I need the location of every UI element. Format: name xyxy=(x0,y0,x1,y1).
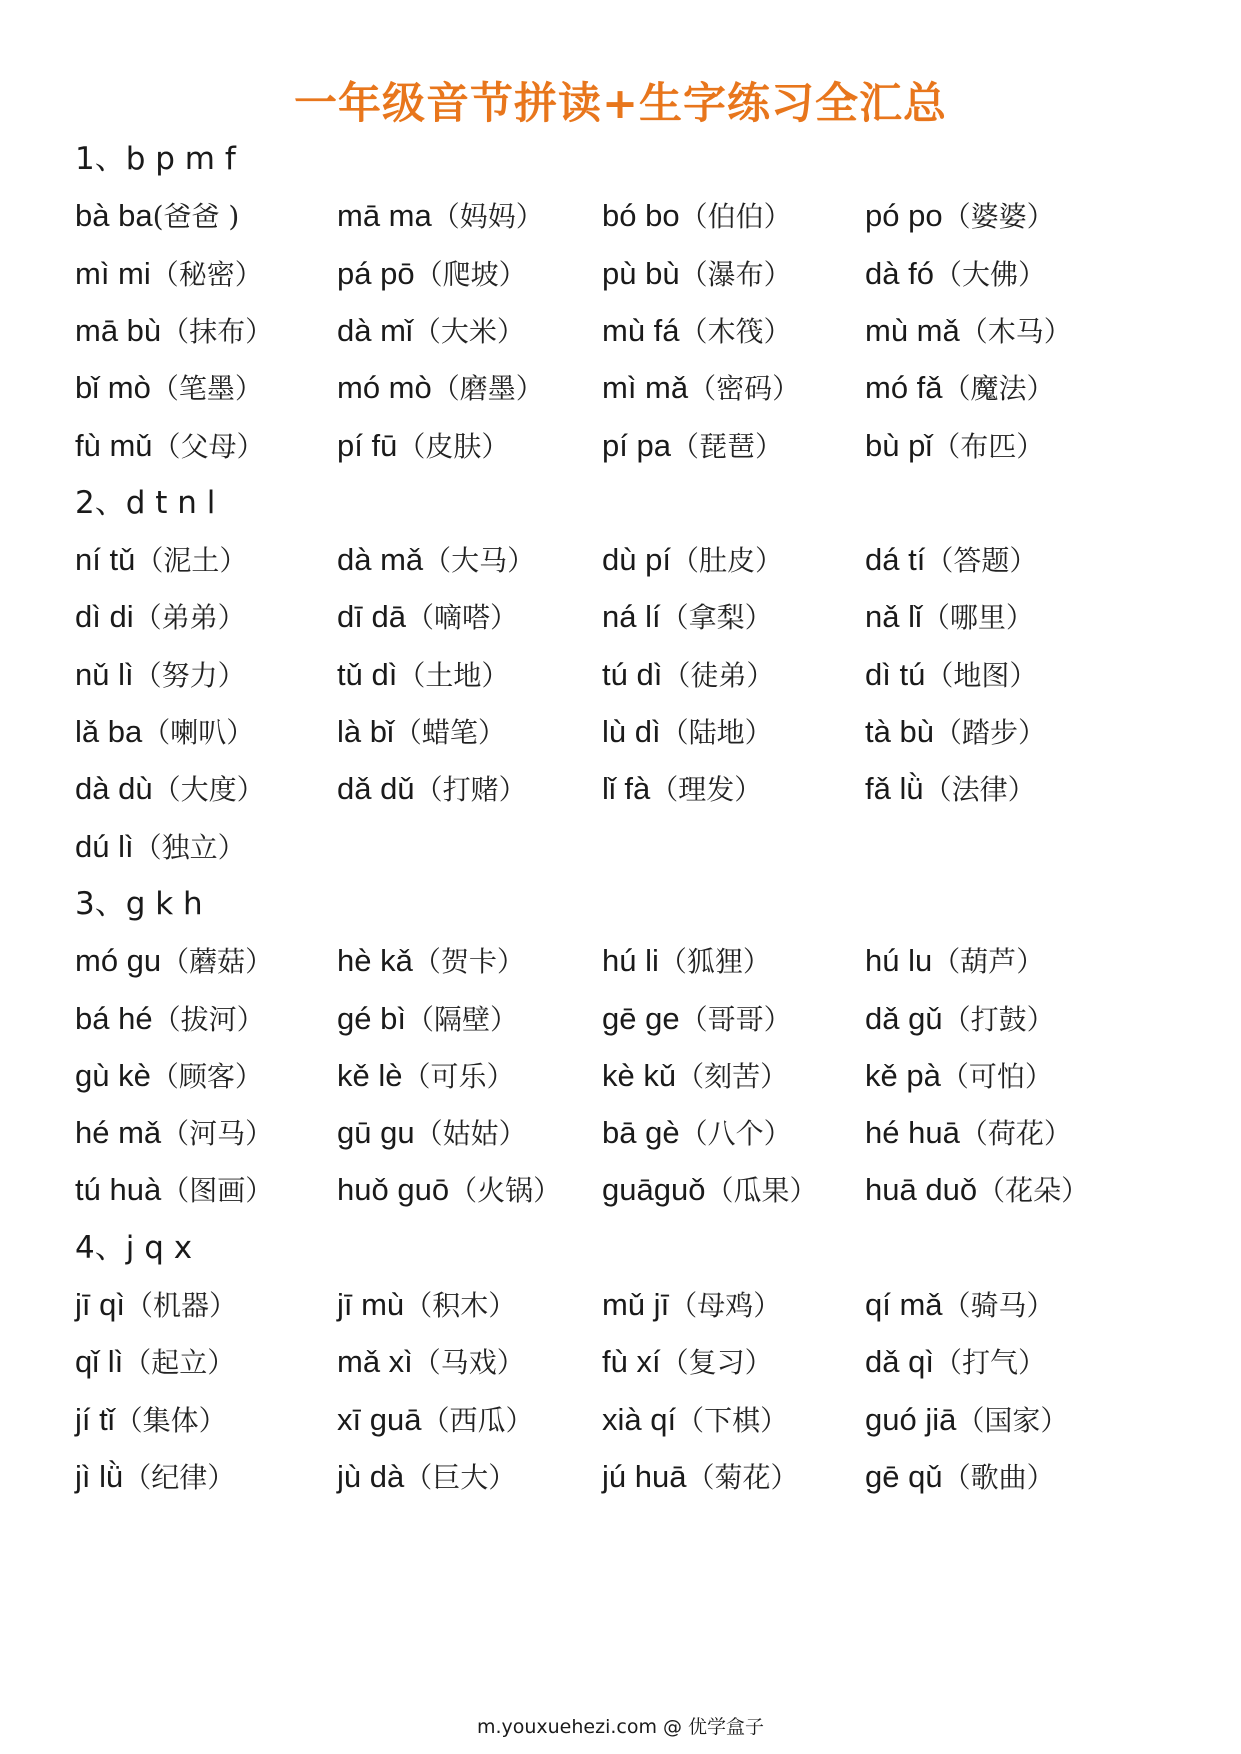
word-entry xyxy=(865,1400,1068,1441)
word-entry xyxy=(337,254,527,295)
word-entry xyxy=(865,1342,1046,1383)
hanzi-text: （起立） xyxy=(123,1346,236,1379)
hanzi-text: （隔壁） xyxy=(405,1003,518,1036)
pinyin-text: mó gu xyxy=(75,943,162,978)
pinyin-text: mā bù xyxy=(75,313,162,348)
word-entry xyxy=(337,1457,516,1498)
word-entry xyxy=(865,941,1044,982)
pinyin-text: mì mi xyxy=(75,256,151,291)
word-entry xyxy=(75,597,246,638)
word-row xyxy=(75,1056,1195,1096)
word-row xyxy=(75,540,1195,580)
hanzi-text: （纪律） xyxy=(123,1461,236,1494)
hanzi-text: （瀑布） xyxy=(679,258,792,291)
word-entry xyxy=(865,712,1046,753)
word-entry xyxy=(602,254,792,295)
pinyin-text: jī qì xyxy=(75,1287,125,1322)
hanzi-text: （八个） xyxy=(679,1117,792,1150)
hanzi-text: （泥土） xyxy=(135,544,248,577)
pinyin-text: mā ma xyxy=(337,198,432,233)
pinyin-text: dú lì xyxy=(75,829,134,864)
word-entry xyxy=(75,1113,273,1154)
word-entry xyxy=(75,311,273,352)
word-row xyxy=(75,597,1195,637)
pinyin-text: dà fó xyxy=(865,256,934,291)
hanzi-text: （蘑菇） xyxy=(161,945,274,978)
word-entry xyxy=(865,655,1037,696)
pinyin-text: pí pa xyxy=(602,428,671,463)
hanzi-text: （火锅） xyxy=(449,1174,562,1207)
hanzi-text: （刻苦） xyxy=(676,1060,789,1093)
pinyin-text: hé mǎ xyxy=(75,1115,162,1150)
word-entry xyxy=(75,1400,227,1441)
word-row xyxy=(75,368,1195,408)
word-entry xyxy=(75,1457,235,1498)
footer-source: m.youxuehezi.com @ 优学盒子 xyxy=(476,1716,765,1738)
word-row xyxy=(75,1457,1195,1497)
word-entry xyxy=(75,999,265,1040)
word-entry xyxy=(602,655,774,696)
hanzi-text: （可乐） xyxy=(402,1060,515,1093)
word-entry xyxy=(337,941,525,982)
section-heading: 2、d t n l xyxy=(75,485,216,521)
word-entry xyxy=(75,1342,235,1383)
word-entry xyxy=(865,1457,1055,1498)
word-entry xyxy=(865,426,1044,467)
hanzi-text: （贺卡） xyxy=(412,945,525,978)
hanzi-text: （马戏） xyxy=(412,1346,525,1379)
pinyin-text: kě lè xyxy=(337,1058,403,1093)
hanzi-text: （嘀嗒） xyxy=(405,601,518,634)
pinyin-text: mì mǎ xyxy=(602,370,689,405)
pinyin-text: jù dà xyxy=(337,1459,405,1494)
hanzi-text: （打赌） xyxy=(414,773,527,806)
section-heading: 1、b p m f xyxy=(75,141,236,177)
pinyin-text: lǎ ba xyxy=(75,714,143,749)
word-entry xyxy=(337,1170,561,1211)
pinyin-text: jī mù xyxy=(337,1287,405,1322)
pinyin-text: jú huā xyxy=(602,1459,687,1494)
hanzi-text: （图画） xyxy=(161,1174,274,1207)
hanzi-text: （木马） xyxy=(959,315,1072,348)
word-entry xyxy=(337,769,527,810)
pinyin-text: kě pà xyxy=(865,1058,941,1093)
hanzi-text: （荷花） xyxy=(959,1117,1072,1150)
pinyin-text: dī dā xyxy=(337,599,406,634)
pinyin-text: tú huà xyxy=(75,1172,162,1207)
hanzi-text: （爬坡） xyxy=(414,258,527,291)
word-entry xyxy=(865,1285,1055,1326)
pinyin-text: gū gu xyxy=(337,1115,415,1150)
word-row xyxy=(75,1170,1195,1210)
pinyin-text: nǔ lì xyxy=(75,657,134,692)
hanzi-text: （理发） xyxy=(650,773,763,806)
hanzi-text: （大度） xyxy=(152,773,265,806)
word-entry xyxy=(75,769,265,810)
pinyin-text: dǎ qì xyxy=(865,1344,934,1379)
pinyin-text: là bǐ xyxy=(337,714,394,749)
word-entry xyxy=(337,597,518,638)
hanzi-text: （木筏） xyxy=(679,315,792,348)
pinyin-text: qí mǎ xyxy=(865,1287,943,1322)
pinyin-text: fǎ lǜ xyxy=(865,771,924,806)
pinyin-text: dà dù xyxy=(75,771,153,806)
word-entry xyxy=(337,311,525,352)
hanzi-text: (爸爸 ) xyxy=(152,200,240,233)
hanzi-text: （巨大） xyxy=(404,1461,517,1494)
hanzi-text: （大佛） xyxy=(933,258,1046,291)
pinyin-text: hé huā xyxy=(865,1115,960,1150)
word-row xyxy=(75,655,1195,695)
hanzi-text: （拔河） xyxy=(152,1003,265,1036)
pinyin-text: lǐ fà xyxy=(602,771,651,806)
pinyin-text: bà ba xyxy=(75,198,153,233)
hanzi-text: （复习） xyxy=(660,1346,773,1379)
hanzi-text: （抹布） xyxy=(161,315,274,348)
pinyin-text: lù dì xyxy=(602,714,661,749)
pinyin-text: dà mǐ xyxy=(337,313,413,348)
pinyin-text: dǎ dǔ xyxy=(337,771,415,806)
hanzi-text: （陆地） xyxy=(660,716,773,749)
word-entry xyxy=(75,196,239,237)
word-entry xyxy=(865,1170,1089,1211)
pinyin-text: ní tǔ xyxy=(75,542,136,577)
hanzi-text: （打气） xyxy=(933,1346,1046,1379)
word-entry xyxy=(865,1056,1053,1097)
word-entry xyxy=(337,1113,527,1154)
pinyin-text: dǎ gǔ xyxy=(865,1001,943,1036)
hanzi-text: （大马） xyxy=(423,544,536,577)
pinyin-text: xī guā xyxy=(337,1402,422,1437)
hanzi-text: （喇叭） xyxy=(142,716,255,749)
section-heading: 4、j q x xyxy=(75,1230,193,1266)
hanzi-text: （肚皮） xyxy=(670,544,783,577)
pinyin-text: gē ge xyxy=(602,1001,680,1036)
word-entry xyxy=(602,712,773,753)
pinyin-text: bá hé xyxy=(75,1001,153,1036)
hanzi-text: （密码） xyxy=(688,372,801,405)
hanzi-text: （机器） xyxy=(124,1289,237,1322)
pinyin-text: mǎ xì xyxy=(337,1344,413,1379)
hanzi-text: （花朵） xyxy=(977,1174,1090,1207)
hanzi-text: （地图） xyxy=(925,659,1038,692)
hanzi-text: （伯伯） xyxy=(679,200,792,233)
hanzi-text: （骑马） xyxy=(942,1289,1055,1322)
word-entry xyxy=(75,655,246,696)
word-row xyxy=(75,311,1195,351)
pinyin-text: bā gè xyxy=(602,1115,680,1150)
pinyin-text: jí tǐ xyxy=(75,1402,115,1437)
hanzi-text: （大米） xyxy=(412,315,525,348)
hanzi-text: （狐狸） xyxy=(658,945,771,978)
word-row xyxy=(75,426,1195,466)
hanzi-text: （踏步） xyxy=(933,716,1046,749)
hanzi-text: （哪里） xyxy=(921,601,1034,634)
pinyin-text: bó bo xyxy=(602,198,680,233)
word-entry xyxy=(337,1285,516,1326)
hanzi-text: （瓜果） xyxy=(705,1174,818,1207)
pinyin-text: hú li xyxy=(602,943,659,978)
pinyin-text: mó fǎ xyxy=(865,370,943,405)
pinyin-text: tú dì xyxy=(602,657,663,692)
word-entry xyxy=(602,597,773,638)
word-entry xyxy=(602,540,783,581)
word-entry xyxy=(865,999,1055,1040)
word-entry xyxy=(602,426,783,467)
word-entry xyxy=(337,1342,525,1383)
hanzi-text: （拿梨） xyxy=(660,601,773,634)
word-entry xyxy=(337,655,509,696)
pinyin-text: mó mò xyxy=(337,370,432,405)
pinyin-text: mù mǎ xyxy=(865,313,960,348)
word-entry xyxy=(75,368,263,409)
hanzi-text: （弟弟） xyxy=(133,601,246,634)
hanzi-text: （集体） xyxy=(114,1404,227,1437)
word-entry xyxy=(602,941,771,982)
word-row xyxy=(75,712,1195,752)
hanzi-text: （歌曲） xyxy=(942,1461,1055,1494)
hanzi-text: （父母） xyxy=(152,430,265,463)
hanzi-text: （可怕） xyxy=(940,1060,1053,1093)
hanzi-text: （打鼓） xyxy=(942,1003,1055,1036)
hanzi-text: （下棋） xyxy=(676,1404,789,1437)
word-entry xyxy=(602,1170,817,1211)
pinyin-text: dù pí xyxy=(602,542,671,577)
word-entry xyxy=(337,540,535,581)
word-entry xyxy=(75,712,254,753)
hanzi-text: （母鸡） xyxy=(669,1289,782,1322)
word-entry xyxy=(337,1400,533,1441)
word-entry xyxy=(865,254,1046,295)
word-row xyxy=(75,769,1195,809)
hanzi-text: （河马） xyxy=(161,1117,274,1150)
word-row xyxy=(75,196,1195,236)
word-entry xyxy=(337,999,518,1040)
pinyin-text: ná lí xyxy=(602,599,661,634)
word-entry xyxy=(75,1170,273,1211)
word-row xyxy=(75,1400,1195,1440)
hanzi-text: （琵琶） xyxy=(670,430,783,463)
word-entry xyxy=(75,827,246,868)
pinyin-text: pó po xyxy=(865,198,943,233)
pinyin-text: pí fū xyxy=(337,428,398,463)
word-entry xyxy=(602,1285,781,1326)
word-entry xyxy=(602,1056,788,1097)
hanzi-text: （姑姑） xyxy=(414,1117,527,1150)
pinyin-text: hú lu xyxy=(865,943,933,978)
pinyin-text: guāguǒ xyxy=(602,1172,706,1207)
pinyin-text: fù xí xyxy=(602,1344,661,1379)
hanzi-text: （顾客） xyxy=(150,1060,263,1093)
word-entry xyxy=(602,311,792,352)
hanzi-text: （答题） xyxy=(925,544,1038,577)
pinyin-text: huǒ guō xyxy=(337,1172,450,1207)
pinyin-text: bǐ mò xyxy=(75,370,151,405)
pinyin-text: nǎ lǐ xyxy=(865,599,922,634)
hanzi-text: （哥哥） xyxy=(679,1003,792,1036)
word-row xyxy=(75,827,1195,867)
hanzi-text: （婆婆） xyxy=(942,200,1055,233)
pinyin-text: huā duǒ xyxy=(865,1172,978,1207)
word-entry xyxy=(75,254,263,295)
hanzi-text: （积木） xyxy=(404,1289,517,1322)
pinyin-text: jì lǜ xyxy=(75,1459,124,1494)
pinyin-text: dì di xyxy=(75,599,134,634)
word-row xyxy=(75,1113,1195,1153)
pinyin-text: guó jiā xyxy=(865,1402,957,1437)
hanzi-text: （皮肤） xyxy=(397,430,510,463)
pinyin-text: kè kǔ xyxy=(602,1058,677,1093)
hanzi-text: （独立） xyxy=(133,831,246,864)
pinyin-text: tǔ dì xyxy=(337,657,398,692)
pinyin-text: pá pō xyxy=(337,256,415,291)
word-entry xyxy=(602,368,800,409)
word-entry xyxy=(337,1056,515,1097)
word-entry xyxy=(865,597,1034,638)
word-entry xyxy=(865,196,1055,237)
pinyin-text: gé bì xyxy=(337,1001,406,1036)
section-heading: 3、g k h xyxy=(75,886,203,922)
hanzi-text: （徒弟） xyxy=(662,659,775,692)
word-entry xyxy=(337,712,506,753)
hanzi-text: （蜡笔） xyxy=(393,716,506,749)
hanzi-text: （魔法） xyxy=(942,372,1055,405)
hanzi-text: （磨墨） xyxy=(431,372,544,405)
word-entry xyxy=(602,1113,792,1154)
pinyin-text: bù pǐ xyxy=(865,428,933,463)
word-entry xyxy=(75,1056,263,1097)
word-row xyxy=(75,1342,1195,1382)
pinyin-text: hè kǎ xyxy=(337,943,413,978)
pinyin-text: fù mǔ xyxy=(75,428,153,463)
word-entry xyxy=(602,196,792,237)
word-entry xyxy=(865,769,1036,810)
pinyin-text: xià qí xyxy=(602,1402,677,1437)
word-row xyxy=(75,999,1195,1039)
word-entry xyxy=(602,999,792,1040)
hanzi-text: （笔墨） xyxy=(150,372,263,405)
pinyin-text: qǐ lì xyxy=(75,1344,124,1379)
hanzi-text: （妈妈） xyxy=(431,200,544,233)
pinyin-text: mǔ jī xyxy=(602,1287,670,1322)
hanzi-text: （法律） xyxy=(923,773,1036,806)
word-row xyxy=(75,1285,1195,1325)
word-entry xyxy=(337,426,509,467)
word-entry xyxy=(602,1457,798,1498)
pinyin-text: dá tí xyxy=(865,542,926,577)
hanzi-text: （努力） xyxy=(133,659,246,692)
word-entry xyxy=(337,368,544,409)
word-entry xyxy=(75,540,247,581)
word-entry xyxy=(75,1285,237,1326)
pinyin-text: dà mǎ xyxy=(337,542,424,577)
word-entry xyxy=(865,368,1055,409)
hanzi-text: （土地） xyxy=(397,659,510,692)
word-entry xyxy=(75,941,273,982)
pinyin-text: dì tú xyxy=(865,657,926,692)
word-entry xyxy=(602,1342,773,1383)
hanzi-text: （国家） xyxy=(956,1404,1069,1437)
word-entry xyxy=(865,311,1072,352)
hanzi-text: （菊花） xyxy=(686,1461,799,1494)
word-entry xyxy=(75,426,265,467)
pinyin-text: tà bù xyxy=(865,714,934,749)
word-entry xyxy=(337,196,544,237)
word-entry xyxy=(602,769,762,810)
hanzi-text: （秘密） xyxy=(150,258,263,291)
pinyin-text: pù bù xyxy=(602,256,680,291)
pinyin-text: gē qǔ xyxy=(865,1459,943,1494)
word-row xyxy=(75,254,1195,294)
word-row xyxy=(75,941,1195,981)
word-entry xyxy=(865,1113,1072,1154)
pinyin-text: mù fá xyxy=(602,313,680,348)
hanzi-text: （西瓜） xyxy=(421,1404,534,1437)
word-entry xyxy=(865,540,1037,581)
pinyin-text: gù kè xyxy=(75,1058,151,1093)
hanzi-text: （葫芦） xyxy=(932,945,1045,978)
word-entry xyxy=(602,1400,788,1441)
hanzi-text: （布匹） xyxy=(932,430,1045,463)
page-title: 一年级音节拼读+生字练习全汇总 xyxy=(293,79,948,129)
